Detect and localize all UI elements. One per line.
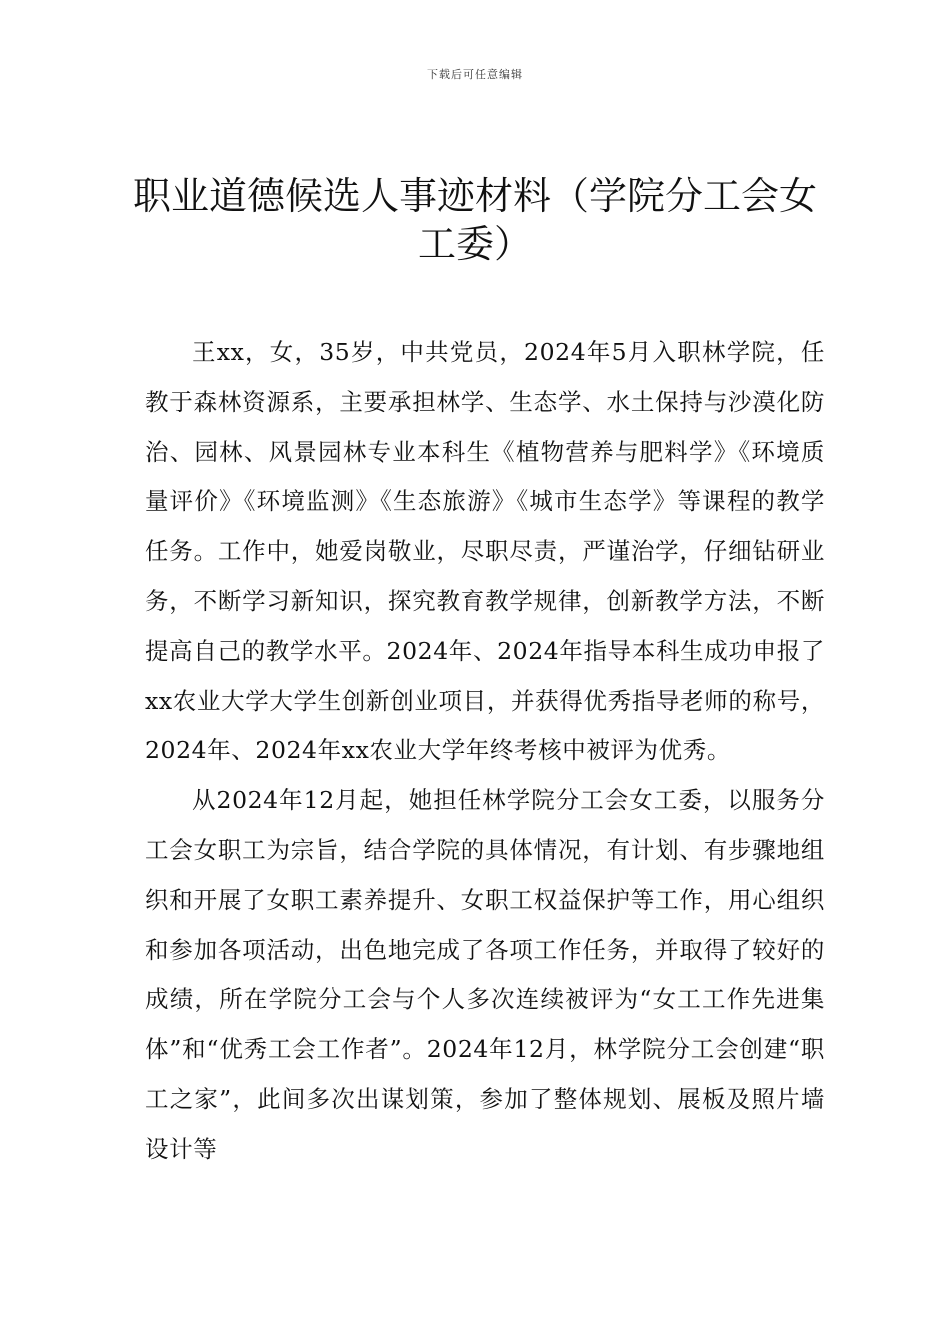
body-paragraph-1: 王xx，女，35岁，中共党员，2024年5月入职林学院，任教于森林资源系，主要承担林学、生态学、水土保持与沙漠化防治、园林、风景园林专业本科生《植物营养与肥料学》《环境质量评价》《环境监测》《生态旅游》《城市生态学》等课程的教学任务。工作中，她爱岗敬业，尽职尽责，严谨治学，仔细钻研业务，不断学习新知识，探究教育教学规律，创新教学方法，不断提高自己的教学水平。2024年、2024年指导本科生成功申报了xx农业大学大学生创新创业项目，并获得优秀指导老师的称号，2024年、2024年xx农业大学年终考核中被评为优秀。 <box>145 338 825 765</box>
body-paragraph-2: 从2024年12月起，她担任林学院分工会女工委，以服务分工会女职工为宗旨，结合学院的具体情况，有计划、有步骤地组织和开展了女职工素养提升、女职工权益保护等工作，用心组织和参加各项活动，出色地完成了各项工作任务，并取得了较好的成绩，所在学院分工会与个人多次连续被评为“女工工作先进集体”和“优秀工会工作者”。2024年12月，林学院分工会创建“职工之家”，此间多次出谋划策，参加了整体规划、展板及照片墙设计等 <box>145 786 825 1163</box>
title-line-1: 职业道德候选人事迹材料（学院分工会女 <box>132 174 817 218</box>
page-header-note: 下载后可任意编辑 <box>427 68 523 81</box>
title-line-2: 工委） <box>417 222 532 266</box>
document-title <box>120 172 830 268</box>
document-body <box>145 328 825 1175</box>
